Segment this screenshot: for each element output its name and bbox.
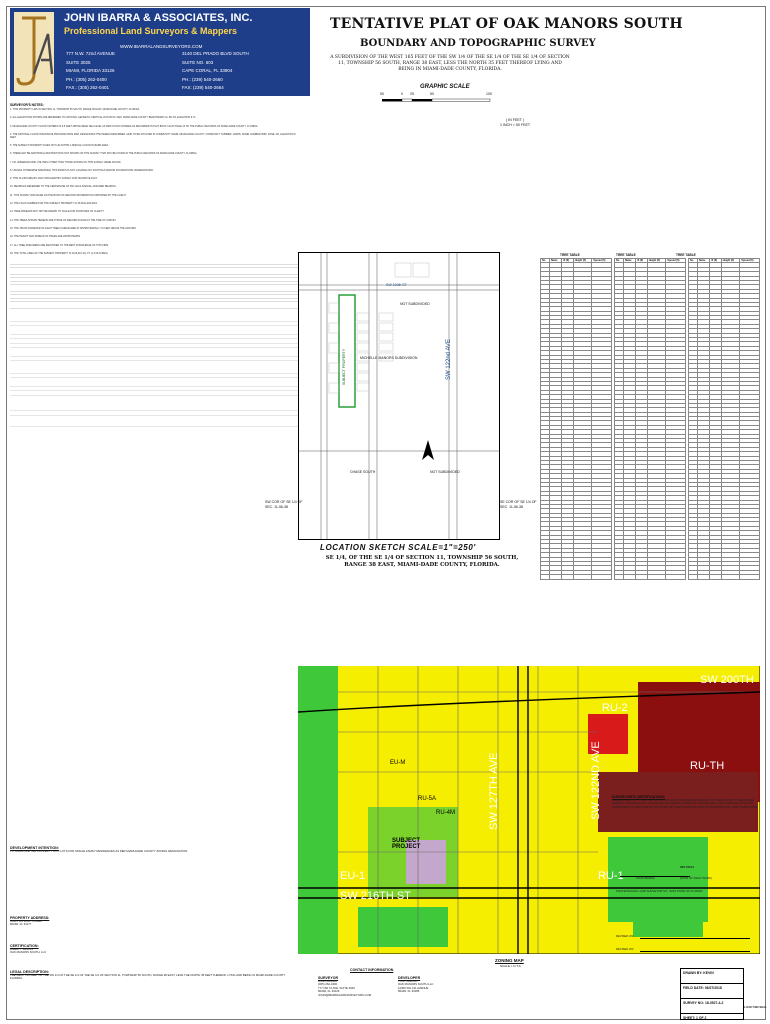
tree-table-cell — [562, 575, 573, 579]
contact-heading: CONTACT INFORMATION — [350, 968, 394, 972]
development-intention — [10, 846, 290, 853]
tree-table-column-header: No. — [541, 259, 550, 263]
table-row — [689, 575, 760, 579]
address-line: 3140 DEL PRADO BLVD SOUTH — [182, 51, 249, 56]
field-date-label: FIELD DATE: — [683, 986, 704, 990]
street-label: SW 120th ST — [386, 283, 407, 287]
surveyor-cert-text: I HEREBY CERTIFY: THAT THIS BOUNDARY AND TOPOGRAPHIC SURVEY OF THE PROPERTY DESCRIBED HEREON, WAS RECENTLY SURVEYED AND DRAWN UNDER MY SUPERVISION, AND COMPLIES WITH THE STANDARDS OF PRACTICE AS SET FORTH BY THE FLORIDA BOARD OF PROFESSIONAL LAND SURVEYORS. — [612, 798, 759, 809]
contact-line: 777 NW 72 AVE. SUITE 3025 — [318, 985, 355, 990]
firm-website[interactable]: WWW.IBARRALANDSURVEYORS.COM — [120, 44, 203, 49]
surveyor-cert-heading: SURVEYOR'S CERTIFICATION: — [612, 795, 666, 799]
scale-tick: 100 — [486, 92, 492, 96]
tree-table-column-header: No. — [689, 259, 698, 263]
contact-line: MIAMI, FL 33126 — [318, 989, 340, 994]
plat-title: TENTATIVE PLAT OF OAK MANORS SOUTH — [330, 16, 683, 32]
location-sketch — [298, 252, 500, 540]
zoning-label: EU-1 — [340, 870, 366, 882]
survey-no-label: SURVEY NO: — [683, 1001, 704, 1005]
development-intention-heading: DEVELOPMENT INTENTION: — [10, 846, 59, 850]
surveyor-certification — [612, 795, 760, 809]
tree-table-cell — [636, 575, 647, 579]
note-item: 11. THIS SURVEY WAS MADE ON THE BASIS OF RECORD INFORMATION FURNISHED BY THE CLIENT. — [10, 193, 127, 197]
contact-email[interactable]: JOHN@IBARRALANDSURVEYORS.COM — [318, 992, 372, 997]
note-item: 10. BEARINGS REFERRED TO THE CENTERLINE OF SW 122nd AVENUE, ASSUMED BEARING. — [10, 185, 117, 189]
tree-table-cell — [721, 575, 740, 579]
zoning-map-scale: SCALE = N.T.S. — [500, 964, 522, 968]
tree-table-column-header: Spread (ft) — [740, 259, 760, 263]
tree-table — [688, 258, 760, 580]
address-line: PH.: (305) 262-0400 — [66, 76, 107, 82]
cert-signer: JOHN IBARRA — [636, 876, 655, 880]
surveyor-notes — [10, 104, 300, 429]
tree-table-cell — [592, 575, 612, 579]
note-placeholder-lines — [10, 405, 300, 429]
zoning-label: SW 122ND AVE — [590, 741, 602, 820]
note-item: 13. TREE SPREADS MAY NOT BE DRAWN TO SCALE FOR PURPOSES OF CLARITY. — [10, 210, 105, 214]
legal-description-heading: LEGAL DESCRIPTION: — [10, 970, 49, 974]
plat-label: CHASE SOUTH — [350, 470, 376, 474]
tree-table-title: TREE TABLE — [616, 253, 636, 257]
tree-table-column-header: Spread (ft) — [666, 259, 686, 263]
tree-table-column-header: Height (ft) — [573, 259, 592, 263]
table-row — [541, 575, 612, 579]
revision-label: REVISED ON: — [616, 934, 635, 938]
note-lot-lines — [10, 261, 300, 311]
field-date-value: 08/27/2018 — [704, 986, 722, 990]
address-line: SUITE NO. 603 — [182, 59, 214, 65]
zoning-label: RU-2 — [602, 702, 628, 714]
scale-tick: 0 — [401, 92, 403, 96]
developer-heading: DEVELOPER — [398, 976, 421, 980]
scale-tick: 25 — [410, 92, 414, 96]
contact-developer — [398, 976, 468, 994]
tree-table-column-header: Height (ft) — [721, 259, 740, 263]
tree-table-header — [541, 259, 612, 263]
tree-table-column-header: Name — [549, 259, 561, 263]
tree-table-cell — [666, 575, 686, 579]
tree-table-column-header: Ø (ft) — [636, 259, 647, 263]
tree-table-column-header: Name — [697, 259, 709, 263]
plat-description: A SUBDIVISION OF THE WEST 165 FEET OF THE SW 1/4 OF THE SE 1/4 OF THE SE 1/4 OF SECTION 11, TOWNSHIP 56 SOUTH, RANGE 38 EAST, LESS THE NORTH 35 FEET THEREOF LYING AND BEING IN MIAMI-DADE COUNTY, FLORIDA. — [330, 55, 570, 72]
office-address-miami — [66, 50, 115, 93]
firm-logo — [14, 12, 54, 92]
tree-table-cell — [740, 575, 760, 579]
note-item: 14. THE TREES SHOWN HEREON ARE THOSE OF RECORD FOUND AT THE TIME OF SURVEY. — [10, 218, 117, 222]
drawn-by-row — [681, 969, 743, 984]
tree-table-header — [689, 259, 760, 263]
note-item: 6. THERE MAY BE ADDITIONAL RESTRICTIONS NOT SHOWN ON THIS SURVEY THAT MAY BE FOUND IN THE PUBLIC RECORDS OF MIAMI-DADE COUNTY, FLORIDA. — [10, 152, 198, 156]
survey-no-row — [681, 999, 743, 1014]
certification-line: LIBERTY SHIRON — [10, 947, 34, 951]
note-item: 4. THE NATIONAL FLOOD INSURANCE PROGRAM RATE MAP, DESIGNATES THE HEREIN DESCRIBED LAND TO BE SITUATED IN COMMUNITY NAME: MIAMI-DADE COUNTY, COMMUNITY NUMBER: 120635, PANEL NUMBER 0586, ZONE: AH, ELEVATION 8 FEET. — [10, 132, 296, 139]
table-row — [615, 575, 686, 579]
sheet-row — [681, 1014, 743, 1024]
field-date-row — [681, 984, 743, 999]
cert-signer-role: (DATE OF FIELD WORK) — [680, 876, 712, 880]
tree-table-title: TREE TABLE — [560, 253, 580, 257]
drawn-by-value: KEVIN — [703, 971, 714, 975]
revision-line — [640, 951, 750, 952]
graphic-scale-label: GRAPHIC SCALE — [420, 84, 470, 90]
tree-table-cell — [541, 575, 550, 579]
address-line: PH.: (239) 540-2660 — [182, 76, 223, 82]
graphic-scale-bar — [382, 92, 492, 96]
zoning-label: SW 200TH — [700, 674, 754, 686]
note-item: 16. THE HEIGHT AND SPREAD OF TREES ARE APPROXIMATE. — [10, 235, 81, 239]
legal-description — [10, 970, 290, 981]
zoning-label: RU-5A — [418, 796, 437, 802]
contact-line: MIAMI, FL 33186 — [398, 989, 420, 994]
note-item: 1. THIS PROPERTY LIES IN SECTION 11, TOWNSHIP 56 SOUTH, RANGE 38 EAST, MIAMI-DADE COUNTY, FLORIDA. — [10, 107, 140, 111]
certification — [10, 944, 130, 955]
seal-label: L.R.M 7490 SEAL — [744, 1005, 767, 1009]
cert-license: PROFESSIONAL LAND SURVEYOR NO.: 5204 STATE OF FLORIDA — [616, 889, 703, 893]
address-line: FAX.: (305) 262-0401 — [66, 85, 110, 90]
tree-table-column-header: No. — [615, 259, 624, 263]
address-line: 777 N.W. 72nd AVENUE — [66, 51, 115, 56]
note-item: 12. THE FOLIO NUMBER FOR THE SUBJECT PROPERTY IS 30-6911-009-0021. — [10, 202, 98, 206]
note-item: 9. THIS IS A BOUNDARY AND TOPOGRAPHIC SURVEY FOR TENTATIVE PLAT. — [10, 177, 98, 181]
certification-heading: CERTIFICATION: — [10, 944, 39, 948]
address-line: FAX: (239) 540-2664 — [182, 85, 224, 90]
subject-property-label: SUBJECT PROPERTY — [342, 348, 346, 385]
section-corner-label: SE COR OF SE 1/4 OF SEC. 11-56-38 — [500, 500, 537, 509]
zoning-label: EU-M — [390, 760, 406, 766]
certification-line: OAK MANORS SOUTH, LLC — [10, 950, 47, 955]
note-placeholder-lines — [10, 369, 300, 399]
zoning-label: SW 216TH ST — [340, 890, 411, 902]
note-item: 8. UNLESS OTHERWISE SPECIFIED, THIS FIRM HAS NOT LOCATED ANY FOOTINGS AND/OR FOUNDATIONS UNDERGROUND. — [10, 168, 154, 172]
firm-tagline: Professional Land Surveyors & Mappers — [64, 26, 238, 36]
tree-table-cell — [623, 575, 635, 579]
revision-line — [640, 938, 750, 939]
office-address-cape-coral — [182, 50, 249, 93]
tree-table — [614, 258, 686, 580]
note-item: 18. THE TOTAL AREA OF THE SUBJECT PROPERTY IS ±105,210 SQ. FT. (2.415 ACRES). — [10, 251, 109, 255]
sheet-label: SHEET: — [683, 1016, 696, 1020]
title-block — [680, 968, 744, 1020]
address-line: SUITE 3025 — [66, 59, 91, 65]
not-subdivided-label: NOT SUBDIVIDED — [400, 302, 430, 306]
scale-tick: 50 — [380, 92, 384, 96]
note-item: 15. THE TRUNK DIAMETER OF EACH TREE IS MEASURED AT APPROXIMATELY 4.5 FEET ABOVE THE GROUND. — [10, 226, 137, 230]
surveyor-heading: SURVEYOR — [318, 976, 339, 980]
tree-table — [540, 258, 612, 580]
north-arrow-icon — [420, 440, 436, 464]
plat-label: MICHELLE MANORS SUBDIVISION — [360, 356, 418, 360]
sheet-value: 1 OF 2 — [696, 1016, 707, 1020]
scale-ratio-text: 1 INCH = 50 FEET — [500, 123, 531, 127]
note-item: 5. THE SUBJECT PROPERTY DOES NOT LIE WITHIN A SPECIAL FLOOD HAZARD AREA. — [10, 144, 109, 147]
address-line: 12301 SW 200th STREET — [10, 919, 43, 923]
contact-line: (305) 262-0400 — [318, 982, 338, 987]
zoning-label: RU-TH — [690, 760, 725, 772]
firm-name: JOHN IBARRA & ASSOCIATES, INC. — [64, 12, 253, 24]
contact-surveyor — [318, 976, 388, 997]
tree-table-cell — [647, 575, 666, 579]
tree-table-cell — [615, 575, 624, 579]
tree-table-column-header: Height (ft) — [647, 259, 666, 263]
tree-table-column-header: Spread (ft) — [592, 259, 612, 263]
not-subdivided-label: NOT SUBDIVIDED — [430, 470, 460, 474]
location-sketch-description: SE 1/4, OF THE SE 1/4 OF SECTION 11, TOWNSHIP 56 SOUTH, RANGE 38 EAST, MIAMI-DADE COUNTY, FLORIDA. — [325, 555, 519, 568]
zoning-label: SW 127TH AVE — [488, 752, 500, 830]
scale-ratio — [500, 118, 530, 128]
note-item: 7. NO UNDERGROUND UTILITIES OTHER THAN THOSE SHOWN ON THIS SURVEY WERE FOUND. — [10, 160, 122, 164]
contact-line: 12300 SW 131 AVENUE — [398, 985, 429, 990]
contact-line: JOHN IBARRA — [318, 979, 337, 983]
tree-table-column-header: Name — [623, 259, 635, 263]
revision-label: REVISED ON: — [616, 947, 635, 951]
address-line: CAPE CORAL, FL 33904 — [182, 68, 233, 73]
survey-no-value: 18-0527-4-2 — [704, 1001, 724, 1005]
section-corner-label: SW COR OF SE 1/4 OF SEC. 11-56-38 — [265, 500, 303, 509]
note-item: 3. MIAMI-DADE COUNTY FLOOD CRITERIA IS 8.5 FEET ABOVE MEAN SEA LEVEL AS PER FLOOD CRITERIA AS RECORDED IN PLAT BOOK 120 AT PAGE 13 OF THE PUBLIC RECORDS OF MIAMI-DADE COUNTY, FLORIDA. — [10, 124, 259, 128]
zoning-label: RU-4M — [436, 810, 455, 816]
location-sketch-caption: LOCATION SKETCH SCALE=1"=250' — [320, 543, 476, 552]
tree-table-column-header: Ø (ft) — [710, 259, 721, 263]
tree-table-header — [615, 259, 686, 263]
plat-subtitle: BOUNDARY AND TOPOGRAPHIC SURVEY — [360, 38, 596, 49]
tree-table-cell — [549, 575, 561, 579]
note-placeholder-lines — [10, 317, 300, 363]
tree-table-column-header: Ø (ft) — [562, 259, 573, 263]
subject-project-label: SUBJECT PROJECT — [392, 838, 421, 850]
property-address — [10, 916, 130, 927]
zoning-label: RU-1 — [598, 870, 624, 882]
tree-table-cell — [710, 575, 721, 579]
tree-table-cell — [697, 575, 709, 579]
address-line: MIAMI, FL 33177 — [10, 922, 32, 927]
drawn-by-label: DRAWN BY: — [683, 971, 703, 975]
notes-heading: SURVEYOR'S NOTES: — [10, 103, 44, 107]
tree-table-title: TREE TABLE — [676, 253, 696, 257]
tree-table-cell — [689, 575, 698, 579]
contact-line: TONY FALCAO — [398, 979, 418, 983]
cert-date: 08/17/2012 — [680, 865, 694, 869]
property-address-heading: PROPERTY ADDRESS: — [10, 916, 50, 920]
scale-tick: 50 — [430, 92, 434, 96]
tree-table-cell — [573, 575, 592, 579]
tree-tables — [540, 258, 762, 648]
note-item: 17. ALL TREE SPECIMENS ARE IDENTIFIED TO THE BEST KNOWLEDGE OF THIS FIRM. — [10, 243, 109, 247]
street-label: SW 122nd AVE — [446, 339, 452, 380]
development-intention-text: TO SUBDIVIDE THE PROPERTY INTO LOTS FOR SINGLE FAMILY RESIDENCES AS PER MIAMI-DADE COUNTY ZONING DESIGNATION. — [10, 849, 188, 853]
address-line: MIAMI, FLORIDA 33126 — [66, 68, 115, 73]
legal-description-text: THE WEST 165 FEET OF THE SW 1/4 OF THE SE 1/4 OF THE SE 1/4 OF SECTION 11, TOWNSHIP 56 SOUTH, RANGE 38 EAST, LESS THE NORTH 35 FEET THEREOF, LYING AND BEING IN MIAMI-DADE COUNTY, FLORIDA. — [10, 973, 286, 981]
zoning-map-title: ZONING MAP — [495, 958, 524, 963]
note-item: 2. ALL ELEVATIONS SHOWN ARE REFERRED TO NATIONAL GEODETIC VERTICAL DATUM OF 1929. MIAMI-DADE COUNTY BENCHMARK No. BC-93, ELEVATION 9.71. — [10, 116, 197, 120]
contact-line: OAK MANORS SOUTH LLC — [398, 982, 434, 987]
scale-units: ( IN FEET ) — [505, 118, 525, 122]
